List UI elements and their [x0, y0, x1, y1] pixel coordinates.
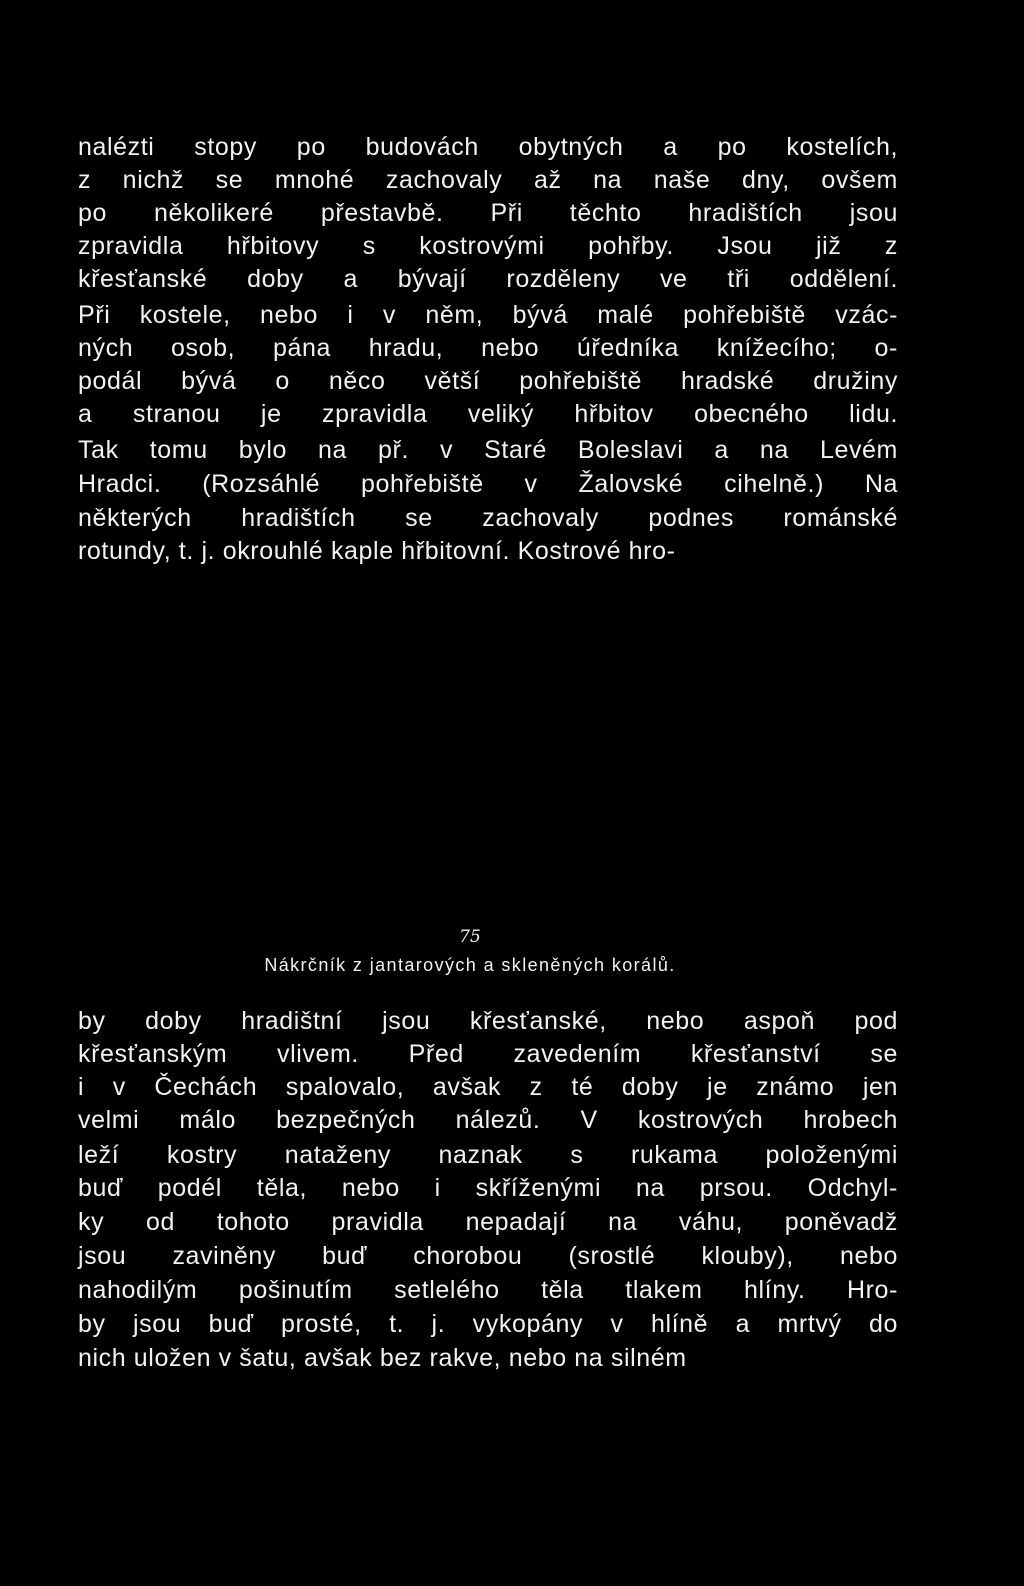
text-line: některých hradištích se zachovaly podnes románské: [78, 504, 898, 532]
text-line: buď podél těla, nebo i skříženými na prsou. Odchyl-: [78, 1174, 898, 1202]
text-line: Tak tomu bylo na př. v Staré Boleslavi a na Levém: [78, 436, 898, 464]
text-line: zpravidla hřbitovy s kostrovými pohřby. Jsou již z: [78, 232, 898, 260]
text-line: ky od tohoto pravidla nepadají na váhu, poněvadž: [78, 1208, 898, 1236]
text-line: by doby hradištní jsou křesťanské, nebo aspoň pod: [78, 1007, 898, 1035]
text-line: i v Čechách spalovalo, avšak z té doby je známo jen: [78, 1073, 898, 1101]
text-line: by jsou buď prosté, t. j. vykopány v hlíně a mrtvý do: [78, 1310, 898, 1338]
text-line: nich uložen v šatu, avšak bez rakve, nebo na silném: [78, 1344, 687, 1372]
text-line: z nichž se mnohé zachovaly až na naše dny, ovšem: [78, 166, 898, 194]
text-line: ných osob, pána hradu, nebo úředníka knížecího; o-: [78, 334, 898, 362]
text-line: jsou zaviněny buď chorobou (srostlé klouby), nebo: [78, 1242, 898, 1270]
text-line: a stranou je zpravidla veliký hřbitov obecného lidu.: [78, 400, 898, 428]
text-line: po několikeré přestavbě. Při těchto hradištích jsou: [78, 199, 898, 227]
text-line: Při kostele, nebo i v něm, bývá malé pohřebiště vzác-: [78, 301, 898, 329]
text-line: Hradci. (Rozsáhlé pohřebiště v Žalovské cihelně.) Na: [78, 470, 898, 498]
text-line: leží kostry nataženy naznak s rukama položenými: [78, 1141, 898, 1169]
text-line: velmi málo bezpečných nálezů. V kostrových hrobech: [78, 1106, 898, 1134]
figure-caption: Nákrčník z jantarových a skleněných korálů.: [264, 955, 676, 975]
text-line: rotundy, t. j. okrouhlé kaple hřbitovní. Kostrové hro-: [78, 537, 676, 565]
figure-number: 75: [459, 927, 481, 947]
text-line: podál bývá o něco větší pohřebiště hradské družiny: [78, 367, 898, 395]
text-line: nalézti stopy po budovách obytných a po kostelích,: [78, 133, 898, 161]
text-line: křesťanským vlivem. Před zavedením křesťanství se: [78, 1040, 898, 1068]
text-line: křesťanské doby a bývají rozděleny ve tři oddělení.: [78, 265, 898, 293]
text-line: nahodilým pošinutím setlelého těla tlakem hlíny. Hro-: [78, 1276, 898, 1304]
